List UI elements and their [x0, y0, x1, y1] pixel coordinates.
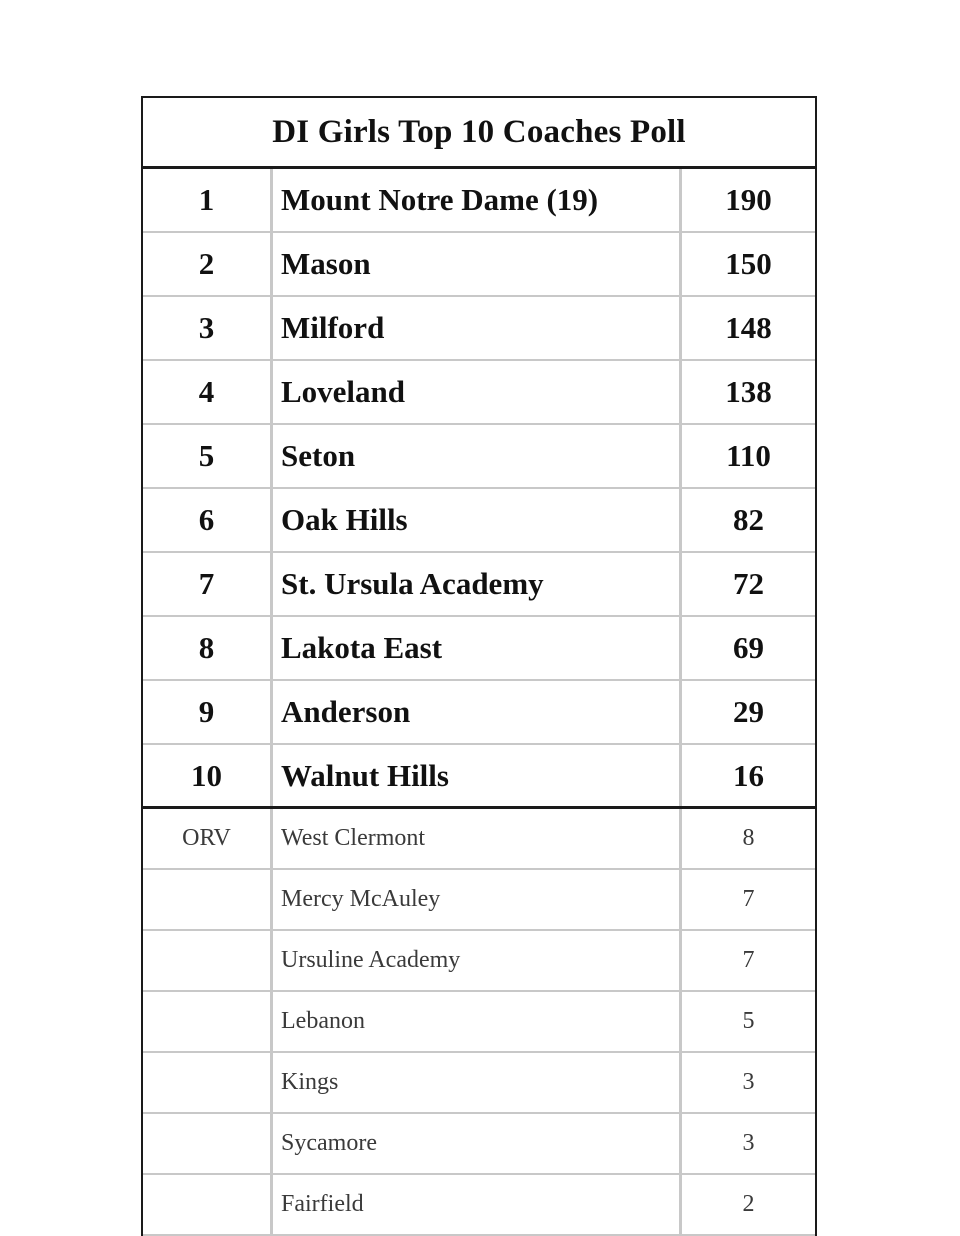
team-cell: Walnut Hills	[273, 745, 682, 806]
rank-cell	[143, 870, 273, 929]
rank-cell: 9	[143, 681, 273, 743]
team-cell: Oak Hills	[273, 489, 682, 551]
team-cell: St. Ursula Academy	[273, 553, 682, 615]
rank-cell: 3	[143, 297, 273, 359]
team-cell: Kings	[273, 1053, 682, 1112]
orv-row	[143, 1175, 815, 1236]
rank-cell	[143, 1175, 273, 1234]
orv-row	[143, 809, 815, 870]
team-cell: Ursuline Academy	[273, 931, 682, 990]
orv-row	[143, 1114, 815, 1175]
points-cell: 7	[742, 947, 755, 973]
team-cell: Lakota East	[273, 617, 682, 679]
points-cell: 138	[725, 374, 772, 409]
points-cell: 2	[742, 1191, 755, 1217]
points-cell: 29	[733, 694, 764, 729]
orv-label: ORV	[143, 809, 273, 868]
points-cell: 150	[725, 246, 772, 281]
table-row	[143, 233, 815, 297]
rank-cell: 5	[143, 425, 273, 487]
team-cell: Loveland	[273, 361, 682, 423]
orv-row	[143, 992, 815, 1053]
rank-cell: 2	[143, 233, 273, 295]
rank-cell: 4	[143, 361, 273, 423]
points-cell: 3	[742, 1069, 755, 1095]
table-row	[143, 361, 815, 425]
team-cell: West Clermont	[273, 809, 682, 868]
team-cell: Lebanon	[273, 992, 682, 1051]
points-cell: 72	[733, 566, 764, 601]
table-row	[143, 553, 815, 617]
orv-row	[143, 931, 815, 992]
points-cell: 5	[742, 1008, 755, 1034]
rank-cell	[143, 931, 273, 990]
points-cell: 69	[733, 630, 764, 665]
team-cell: Mercy McAuley	[273, 870, 682, 929]
team-cell: Seton	[273, 425, 682, 487]
rank-cell	[143, 1053, 273, 1112]
points-cell: 7	[742, 886, 755, 912]
poll-title: DI Girls Top 10 Coaches Poll	[143, 98, 815, 169]
points-cell: 8	[742, 825, 755, 851]
points-cell: 3	[742, 1130, 755, 1156]
table-row	[143, 617, 815, 681]
points-cell: 110	[726, 438, 771, 473]
table-row	[143, 681, 815, 745]
team-cell: Sycamore	[273, 1114, 682, 1173]
table-row	[143, 169, 815, 233]
table-row	[143, 489, 815, 553]
orv-row	[143, 870, 815, 931]
team-cell: Mason	[273, 233, 682, 295]
table-row	[143, 745, 815, 809]
team-cell: Mount Notre Dame (19)	[273, 169, 682, 231]
rank-cell: 8	[143, 617, 273, 679]
table-row	[143, 425, 815, 489]
points-cell: 16	[733, 757, 764, 793]
rank-cell: 6	[143, 489, 273, 551]
orv-row	[143, 1053, 815, 1114]
rank-cell: 7	[143, 553, 273, 615]
rank-cell: 1	[143, 169, 273, 231]
points-cell: 148	[725, 310, 772, 345]
points-cell: 82	[733, 502, 764, 537]
team-cell: Anderson	[273, 681, 682, 743]
coaches-poll-table	[141, 96, 817, 1236]
rank-cell: 10	[143, 745, 273, 806]
rank-cell	[143, 1114, 273, 1173]
points-cell: 190	[725, 182, 772, 217]
team-cell: Milford	[273, 297, 682, 359]
team-cell: Fairfield	[273, 1175, 682, 1234]
rank-cell	[143, 992, 273, 1051]
table-row	[143, 297, 815, 361]
